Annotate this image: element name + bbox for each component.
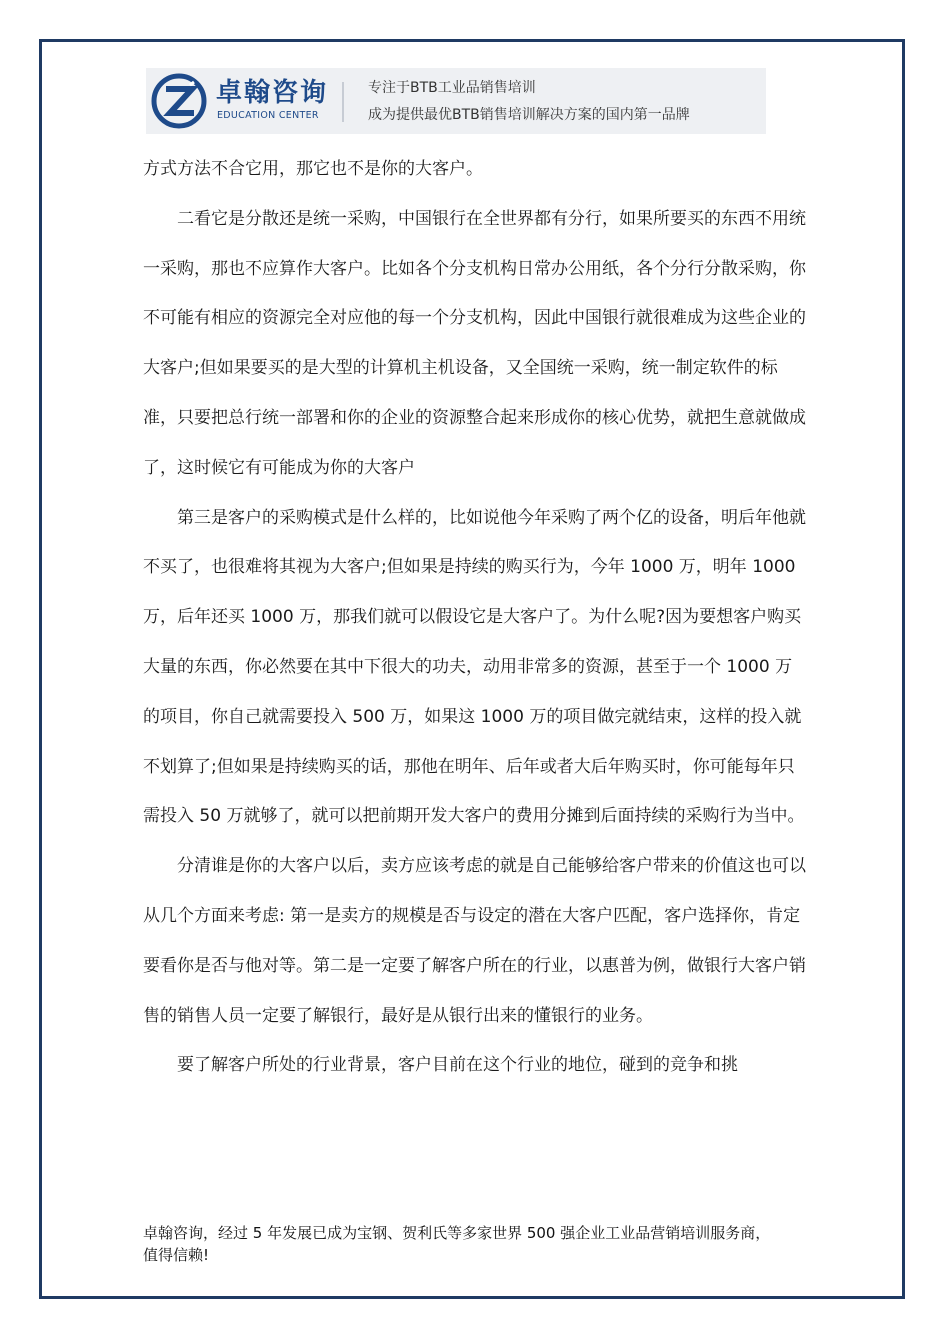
paragraph: 二看它是分散还是统一采购，中国银行在全世界都有分行，如果所要买的东西不用统一采购，那也不应算作大客户。比如各个分支机构日常办公用纸，各个分行分散采购，你不可能有相应的资源完全对应他的每一个分支机构，因此中国银行就很难成为这些企业的大客户;但如果要买的是大型的计算机主机设备，又全国统一采购，统一制定软件的标准，只要把总行统一部署和你的企业的资源整合起来形成你的核心优势，就把生意就做成了，这时候它有可能成为你的大客户	[143, 208, 806, 478]
header-divider	[342, 82, 344, 122]
paragraph: 第三是客户的采购模式是什么样的，比如说他今年采购了两个亿的设备，明后年他就不买了，也很难将其视为大客户;但如果是持续的购买行为，今年 1000 万，明年 1000 万，后年还买 1000 万，那我们就可以假设它是大客户了。为什么呢?因为要想客户购买大量的东西，你必然要在其中下很大的功夫，动用非常多的资源，甚至于一个 1000 万的项目，你自己就需要投入 500 万，如果这 1000 万的项目做完就结束，这样的投入就不划算了;但如果是持续购买的话，那他在明年、后年或者大后年购买时，你可能每年只需投入 50 万就够了，就可以把前期开发大客户的费用分摊到后面持续的采购行为当中。	[143, 507, 806, 827]
page-footer	[143, 1222, 823, 1266]
header-slogan-line2: 成为提供最优BTB销售培训解决方案的国内第一品牌	[368, 107, 690, 123]
paragraph: 要了解客户所处的行业背景，客户目前在这个行业的地位，碰到的竞争和挑	[177, 1055, 738, 1076]
document-body	[143, 145, 808, 1091]
footer-line2: 值得信赖!	[143, 1246, 210, 1264]
page-header	[146, 68, 766, 134]
brand-name-cn: 卓翰咨询	[216, 78, 329, 108]
z-swoosh-logo-icon	[150, 73, 208, 129]
header-slogan-line1: 专注于BTB工业品销售培训	[368, 80, 536, 96]
brand-name-en: EDUCATION CENTER	[217, 110, 319, 121]
paragraph: 分清谁是你的大客户以后，卖方应该考虑的就是自己能够给客户带来的价值这也可以从几个方面来考虑: 第一是卖方的规模是否与设定的潜在大客户匹配，客户选择你，肯定要看你是否与他对等。第二是一定要了解客户所在的行业，以惠普为例，做银行大客户销售的销售人员一定要了解银行，最好是从银行出来的懂银行的业务。	[143, 856, 806, 1026]
footer-line1: 卓翰咨询，经过 5 年发展已成为宝钢、贺利氏等多家世界 500 强企业工业品营销培训服务商，	[143, 1224, 771, 1242]
paragraph: 方式方法不合它用，那它也不是你的大客户。	[143, 159, 483, 179]
